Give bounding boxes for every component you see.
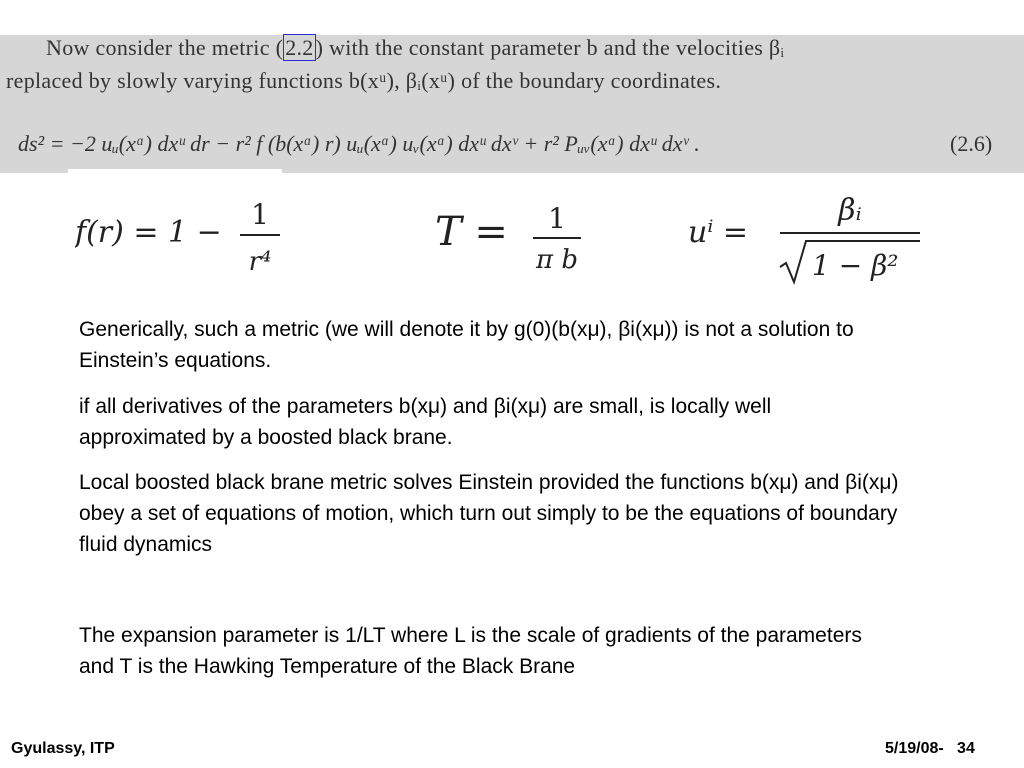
f-of-r-numerator: 1 bbox=[251, 198, 269, 231]
f-of-r-formula bbox=[75, 190, 295, 280]
velocity-lhs: uⁱ = bbox=[688, 215, 749, 250]
paragraph-fluid-dynamics: Local boosted black brane metric solves Einstein provided the functions b(xμ) and βi(xμ) obey a set of equations of motion, which turn out simply to be the equations of boundary fluid dynamics bbox=[79, 471, 899, 556]
excerpt-line-2: replaced by slowly varying functions b(xᵘ), βᵢ(xᵘ) of the boundary coordinates. bbox=[6, 68, 722, 93]
temperature-formula bbox=[435, 190, 605, 280]
velocity-numerator: βᵢ bbox=[838, 193, 862, 228]
paragraph-expansion-parameter: The expansion parameter is 1/LT where L is the scale of gradients of the parameters and T is the Hawking Temperature of the Black Brane bbox=[79, 624, 862, 678]
footer-author: Gyulassy, ITP bbox=[11, 740, 115, 757]
f-of-r-denominator: r⁴ bbox=[248, 247, 272, 277]
scanned-paper-excerpt bbox=[0, 35, 1024, 173]
footer-date-page: 5/19/08- 34 bbox=[885, 740, 975, 757]
temperature-lhs: T = bbox=[435, 209, 508, 255]
paragraph-metric-not-solution: Generically, such a metric (we will denote it by g(0)(b(xμ), βi(xμ)) is not a solution to Einstein’s equations. bbox=[79, 318, 854, 372]
velocity-denominator: 1 − β² bbox=[812, 249, 899, 282]
equation-number: (2.6) bbox=[950, 131, 993, 156]
velocity-formula bbox=[688, 185, 938, 290]
temperature-numerator: 1 bbox=[548, 202, 566, 235]
equation-reference-link[interactable]: 2.2 bbox=[285, 35, 314, 60]
excerpt-line-1: Now consider the metric (2.2) with the constant parameter b and the velocities βᵢ bbox=[46, 35, 785, 60]
scan-edge-patch bbox=[68, 169, 282, 175]
metric-equation: ds² = −2 uᵤ(xᵅ) dxᵘ dr − r² f (b(xᵅ) r) uᵤ(xᵅ) uᵥ(xᵅ) dxᵘ dxᵛ + r² Pᵤᵥ(xᵅ) dxᵘ dxᵛ . bbox=[18, 131, 700, 156]
temperature-denominator: π b bbox=[536, 245, 578, 275]
f-of-r-lhs: f(r) = 1 − bbox=[75, 215, 222, 250]
paragraph-locally-approximated: if all derivatives of the parameters b(xμ) and βi(xμ) are small, is locally well approximated by a boosted black brane. bbox=[79, 395, 772, 449]
formula-row bbox=[0, 180, 1024, 290]
